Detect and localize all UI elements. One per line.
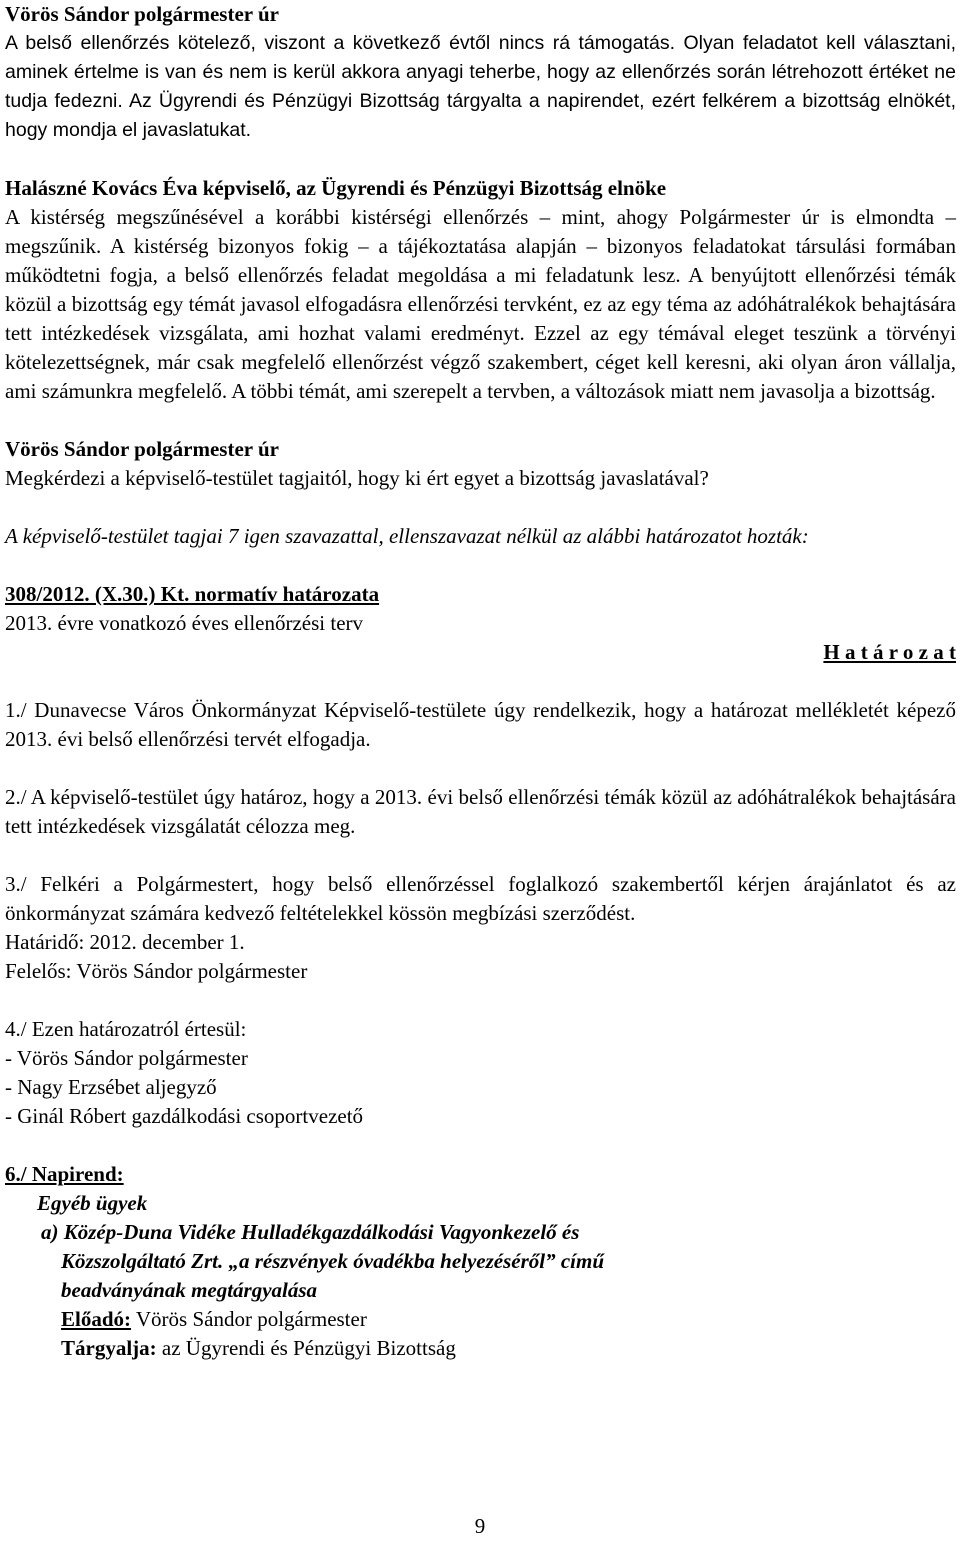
- document-page: [5, 0, 956, 1363]
- speaker-name: Halászné Kovács Éva képviselő, az Ügyrendi és Pénzügyi Bizottság elnöke: [5, 176, 667, 200]
- resolution-item-2: 2./ A képviselő-testület úgy határoz, hogy a 2013. évi belső ellenőrzési témák közül az adóhátralékok behajtására tett intézkedések vizsgálatát célozza meg.: [5, 785, 956, 838]
- speech-paragraph: A kistérség megszűnésével a korábbi kistérségi ellenőrzés – mint, ahogy Polgármester úr is elmondta – megszűnik. A kistérség bizonyos fokig – a tájékoztatása alapján – bizonyos feladatokat társulási formában működtetni fogja, a belső ellenőrzés feladat megoldása a mi feladatunk lesz. A benyújtott ellenőrzési témák közül a bizottság egy témát javasol elfogadásra ellenőrzési tervként, ez az egy téma az adóhátralékok behajtására tett intézkedések vizsgálata, ami hozhat valami eredményt. Ezzel az egy témával eleget teszünk a törvényi kötelezettségnek, már csak megfelelő ellenőrzést végző szakembert, céget kell keresni, aki olyan áron vállalja, ami számunkra megfelelő. A többi témát, ami szerepelt a tervben, a változások miatt nem javasolja a bizottság.: [5, 205, 956, 403]
- notify-item: - Nagy Erzsébet aljegyző: [5, 1075, 217, 1099]
- agenda-item-line: a) Közép-Duna Vidéke Hulladékgazdálkodási Vagyonkezelő és: [41, 1220, 580, 1244]
- presenter-value: Vörös Sándor polgármester: [131, 1307, 367, 1331]
- speaker-name: Vörös Sándor polgármester úr: [5, 2, 279, 26]
- resolution-item-1: 1./ Dunavecse Város Önkormányzat Képviselő-testülete úgy rendelkezik, hogy a határozat mellékletét képező 2013. évi belső ellenőrzési tervét elfogadja.: [5, 698, 956, 751]
- discussed-label: Tárgyalja:: [61, 1336, 157, 1360]
- presenter-label: Előadó:: [61, 1307, 132, 1331]
- resolution-deadline: Határidő: 2012. december 1.: [5, 930, 245, 954]
- agenda-item-line: beadványának megtárgyalása: [61, 1278, 318, 1302]
- resolution-number: 308/2012. (X.30.) Kt. normatív határozata: [5, 582, 380, 606]
- resolution-heading: H a t á r o z a t: [823, 640, 956, 664]
- agenda-item-line: Közszolgáltató Zrt. „a részvények óvadékba helyezéséről” című: [61, 1249, 605, 1273]
- speech-paragraph: A belső ellenőrzés kötelező, viszont a következő évtől nincs rá támogatás. Olyan feladatot kell választani, aminek értelme is van és nem is kerül akkora anyagi teherbe, hogy az ellenőrzés során létrehozott értéket ne tudja fedezni. Az Ügyrendi és Pénzügyi Bizottság tárgyalta a napirendet, ezért felkérem a bizottság elnökét, hogy mondja el javaslatukat.: [5, 32, 956, 141]
- page-number: 9: [474, 1514, 486, 1538]
- notify-item: - Vörös Sándor polgármester: [5, 1046, 248, 1070]
- notify-title: 4./ Ezen határozatról értesül:: [5, 1017, 247, 1041]
- agenda-title: 6./ Napirend:: [5, 1162, 124, 1186]
- agenda-discussed: [5, 1334, 956, 1363]
- vote-statement: A képviselő-testület tagjai 7 igen szavazattal, ellenszavazat nélkül az alábbi határozatot hozták:: [5, 524, 809, 548]
- speech-paragraph: Megkérdezi a képviselő-testület tagjaitól, hogy ki ért egyet a bizottság javaslatával?: [5, 466, 709, 490]
- resolution-responsible: Felelős: Vörös Sándor polgármester: [5, 959, 308, 983]
- resolution-subject: 2013. évre vonatkozó éves ellenőrzési terv: [5, 611, 364, 635]
- notify-item: - Ginál Róbert gazdálkodási csoportvezető: [5, 1104, 364, 1128]
- resolution-item-3: 3./ Felkéri a Polgármestert, hogy belső ellenőrzéssel foglalkozó szakembertől kérjen árajánlatot és az önkormányzat számára kedvező feltételekkel kössön megbízási szerződést.: [5, 872, 956, 925]
- agenda-subtitle: Egyéb ügyek: [37, 1191, 148, 1215]
- speaker-name: Vörös Sándor polgármester úr: [5, 437, 279, 461]
- discussed-value: az Ügyrendi és Pénzügyi Bizottság: [156, 1336, 456, 1360]
- agenda-presenter: [5, 1305, 956, 1334]
